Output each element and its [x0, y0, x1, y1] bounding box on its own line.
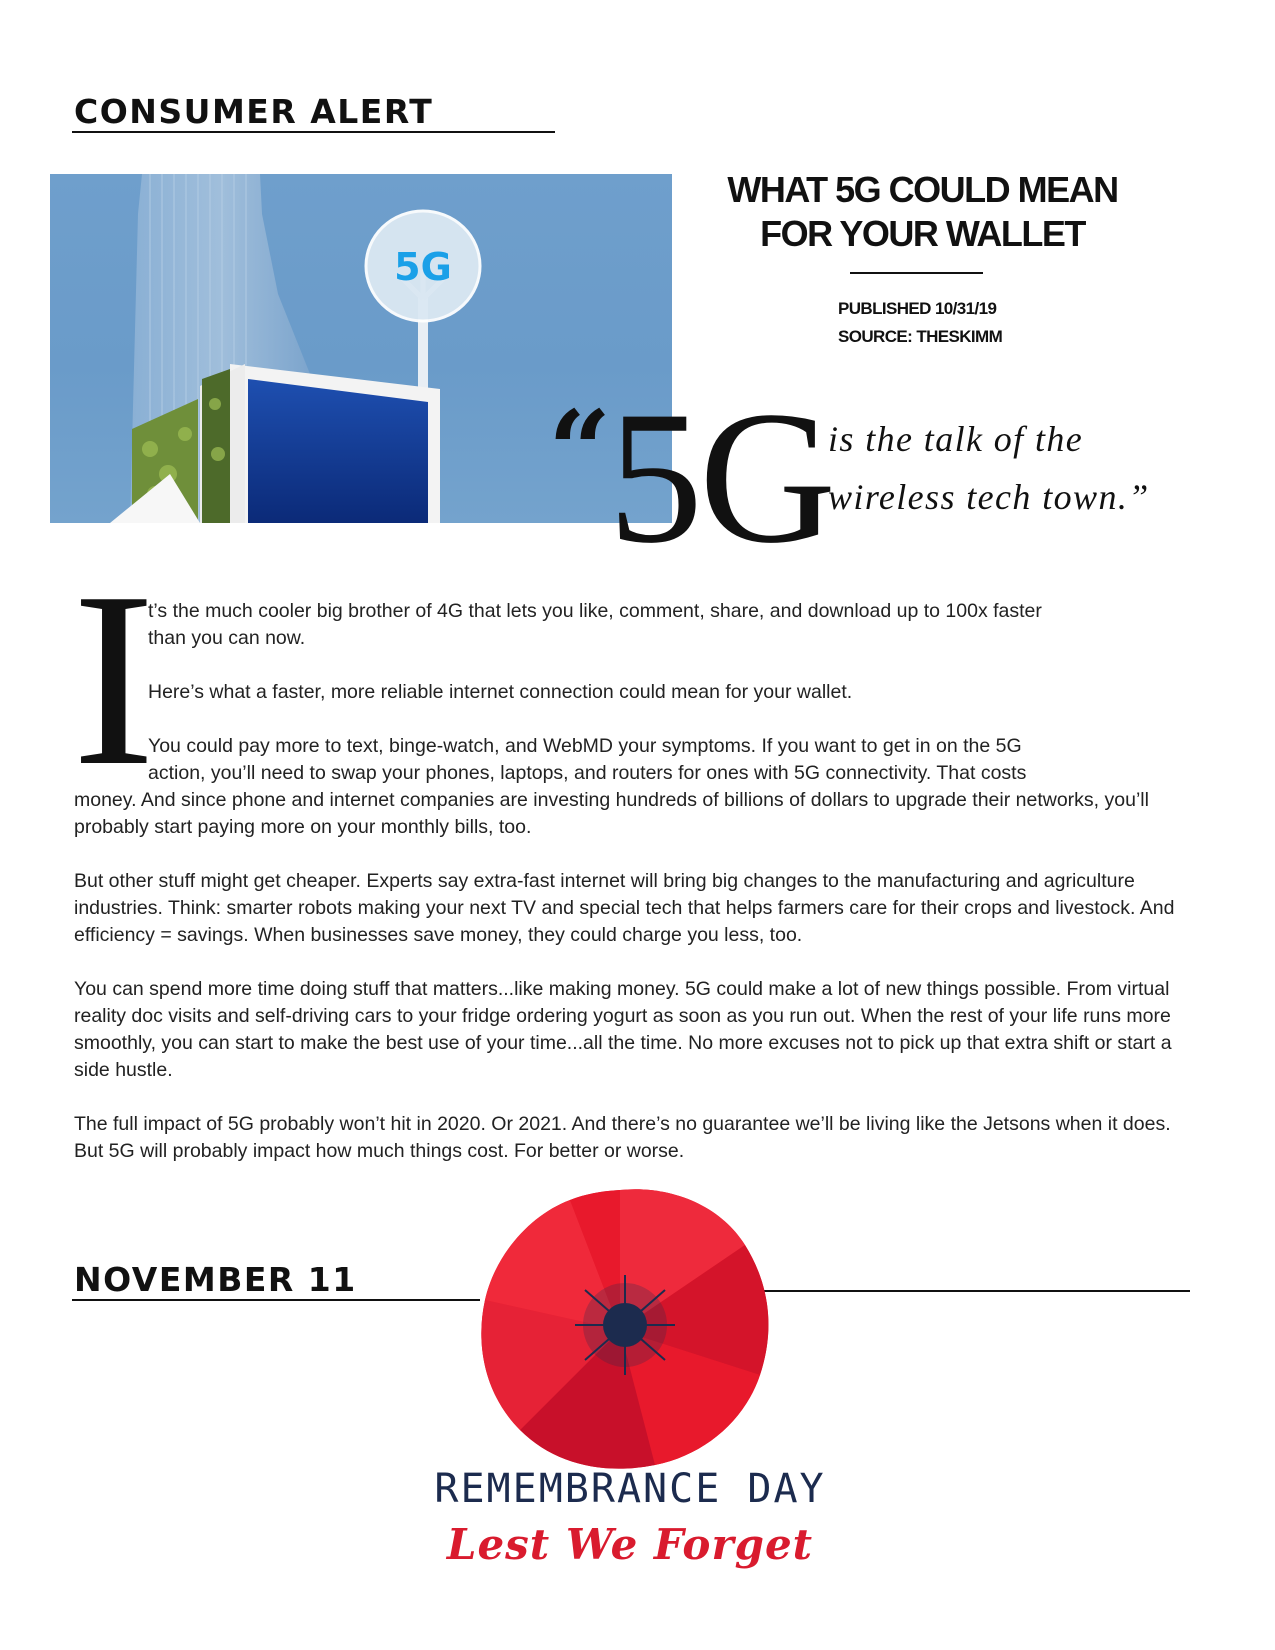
november-underline-left — [72, 1299, 480, 1301]
paragraph-3-line-1: You could pay more to text, binge-watch, and WebMD your symptoms. If you want to get in on the 5G — [148, 735, 1022, 757]
november-underline-right — [762, 1290, 1190, 1292]
pull-quote-line-2: wireless tech town.” — [828, 477, 1150, 517]
paragraph-1 — [74, 598, 1184, 652]
pull-quote-open-mark: “ — [548, 386, 612, 515]
pull-quote-emphasis: 5G — [608, 373, 833, 583]
paragraph-1-line-2: than you can now. — [148, 627, 306, 649]
headline-line-1: WHAT 5G COULD MEAN — [727, 169, 1118, 210]
sign-text: 5G — [394, 245, 452, 289]
paragraph-5: You can spend more time doing stuff that matters...like making money. 5G could make a lot of new things possible. From virtual reality doc visits and self-driving cars to your fridge ordering yogurt as soon as you run out. When the rest of your life runs more smoothly, you can start to make the best use of your time...all the time. No more excuses not to pick up that extra shift or start a side hustle. — [74, 978, 1172, 1081]
paragraph-3-line-2: action, you’ll need to swap your phones, laptops, and routers for ones with 5G connectivity. That costs — [148, 762, 1027, 784]
headline-divider — [850, 272, 983, 274]
published-date: PUBLISHED 10/31/19 — [838, 299, 997, 318]
headline-line-2: FOR YOUR WALLET — [760, 213, 1085, 254]
pull-quote-text — [828, 410, 1150, 526]
remembrance-day-title: REMEMBRANCE DAY — [434, 1466, 826, 1512]
section-title: CONSUMER ALERT — [74, 92, 434, 131]
pull-quote-line-1: is the talk of the — [828, 419, 1084, 459]
article-headline — [690, 168, 1155, 256]
paragraph-2 — [74, 679, 1184, 706]
paragraph-2-text: Here’s what a faster, more reliable internet connection could mean for your wallet. — [148, 681, 853, 703]
article-source: SOURCE: THESKIMM — [838, 327, 1003, 346]
poppy-icon — [470, 1180, 780, 1480]
article-meta — [838, 295, 1002, 351]
november-title: NOVEMBER 11 — [74, 1260, 357, 1299]
paragraph-3 — [74, 733, 1184, 841]
paragraph-4: But other stuff might get cheaper. Experts say extra-fast internet will bring big changes to the manufacturing and agriculture industries. Think: smarter robots making your next TV and special tech that helps farmers care for their crops and livestock. And efficiency = savings. When businesses save money, they could charge you less, too. — [74, 870, 1175, 946]
article-body — [74, 598, 1184, 1192]
drop-cap: I — [72, 541, 156, 818]
section-title-underline — [72, 131, 555, 133]
lest-we-forget-tagline: Lest We Forget — [446, 1520, 814, 1569]
paragraph-3-rest: money. And since phone and internet companies are investing hundreds of billions of dollars to upgrade their networks, you’ll probably start paying more on your monthly bills, too. — [74, 789, 1149, 838]
paragraph-6: The full impact of 5G probably won’t hit in 2020. Or 2021. And there’s no guarantee we’ll be living like the Jetsons when it does. But 5G will probably impact how much things cost. For better or worse. — [74, 1113, 1171, 1162]
paragraph-1-line-1: t’s the much cooler big brother of 4G that lets you like, comment, share, and download up to 100x faster — [148, 600, 1042, 622]
